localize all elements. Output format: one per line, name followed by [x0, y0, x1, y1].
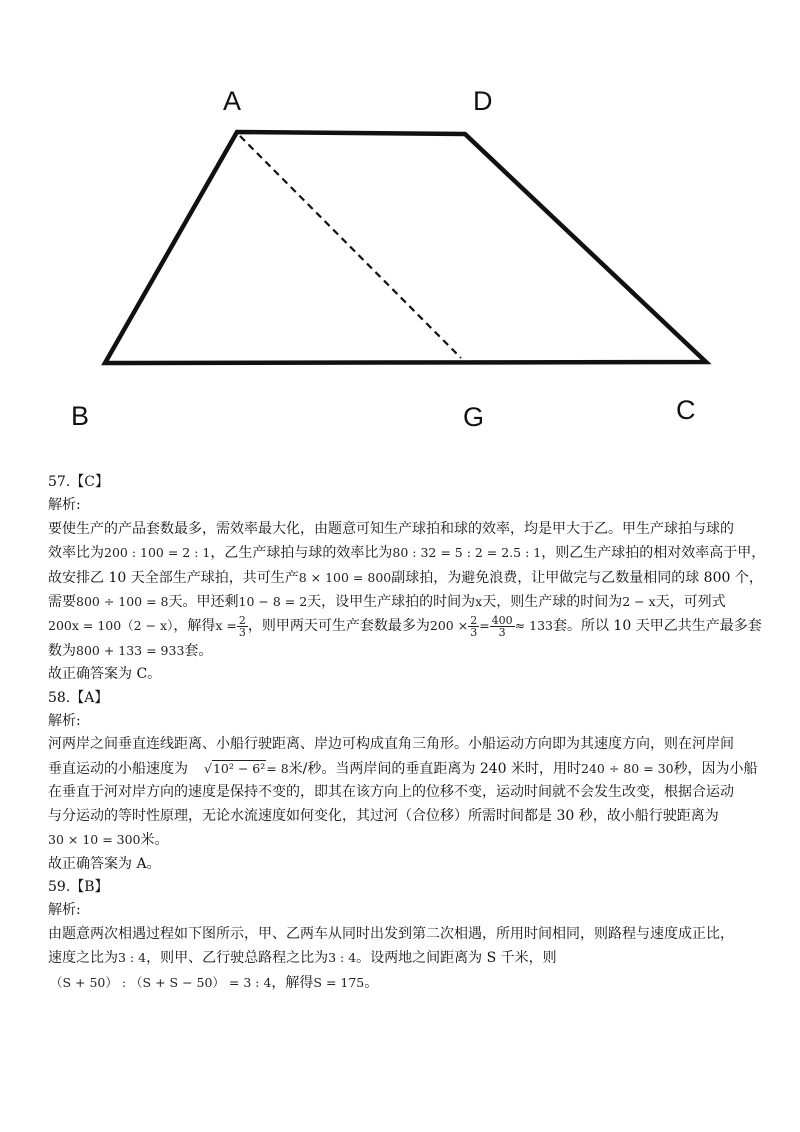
q57-l4c: 天，设甲生产球拍的时间为 [307, 594, 476, 611]
q57-math-800: 8 × 100 = 800 [298, 569, 392, 585]
q58-math-time: 240 ÷ 80 = 30 [581, 760, 674, 776]
q57-l3b: 副球拍，为避免浪费，让甲做完与乙数量相同的球 800 个， [391, 569, 763, 586]
q59-line-1: 由题意两次相遇过程如下图所示，甲、乙两车从同时出发到第二次相遇，所用时间相同，则路程与速度成正比， [48, 925, 734, 942]
q57-math-x: x [475, 594, 483, 610]
q57-header: 57.【C】 [48, 474, 109, 490]
q57-math-ratio-yi: 80 : 32 = 5 : 2 = 2.5 : 1 [392, 545, 542, 561]
q57-math-eq: = [479, 618, 490, 634]
q57-line-1: 要使生产的产品套数最多，需效率最大化，由题意可知生产球拍和球的效率，均是甲大于乙。甲生产球拍与球的 [48, 520, 734, 537]
q57-line-6 [48, 639, 768, 663]
dashed-segment-ag [240, 136, 461, 358]
vertex-label-a: A [223, 86, 242, 116]
q59-math-speed-ratio: 3 : 4 [118, 950, 147, 966]
frac-denominator: 3 [238, 625, 246, 639]
q59-l2c: 。设两地之间距离为 S 千米，则 [356, 950, 557, 967]
q57-math-days: 800 ÷ 100 = 8 [76, 594, 169, 610]
sqrt-radicand: 10² − 6² [212, 760, 266, 776]
q57-math-equation: 200x = 100（2 − x） [48, 618, 174, 634]
q57-math-ratio-jia: 200 : 100 = 2 : 1 [104, 545, 211, 561]
q57-l2c: ，则乙生产球拍的相对效率高于甲， [541, 545, 766, 562]
q58-header: 58.【A】 [48, 689, 109, 706]
q57-l2a: 效率比为 [48, 545, 104, 562]
frac-numerator: 2 [470, 613, 478, 627]
q57-l4a: 需要 [48, 594, 76, 611]
q59-l2a: 速度之比为 [48, 950, 118, 967]
q57-l3a: 故安排乙 10 天全部生产球拍，共可生产 [48, 569, 299, 586]
q58-line-5 [48, 828, 768, 852]
q57-line-3 [48, 566, 768, 590]
frac-denominator: 3 [498, 625, 506, 639]
q57-l4b: 天。甲还剩 [168, 594, 239, 611]
q58-l2c: 秒，因为小船 [673, 760, 758, 777]
q58-answer: 故正确答案为 A。 [48, 855, 161, 872]
vertex-label-g: G [463, 402, 485, 432]
q57-math-remaining: 10 − 8 = 2 [238, 594, 308, 610]
q57-frac-400-3 [490, 615, 515, 638]
q57-line-2 [48, 541, 768, 565]
vertex-label-c: C [676, 395, 696, 425]
q59-math-equation: （S + 50） : （S + S − 50） = 3 : 4 [50, 974, 272, 990]
q59-l3a: ，解得 [271, 974, 314, 991]
frac-numerator: 2 [238, 613, 246, 627]
q57-math-933: 800 + 133 = 933 [76, 642, 185, 658]
q57-math-200x: 200 × [429, 618, 469, 634]
q57-line-4 [48, 590, 768, 614]
q58-jiexi-label: 解析: [48, 713, 81, 730]
trapezoid-figure [0, 0, 800, 460]
q57-l4d: 天，则生产球的时间为 [482, 594, 623, 611]
q57-l5c: 套。所以 10 天甲乙共生产最多套 [552, 618, 762, 635]
vertex-label-d: D [473, 86, 493, 116]
q57-jiexi-label: 解析: [48, 497, 81, 514]
q57-l2b: ，乙生产球拍与球的效率比为 [210, 545, 393, 562]
q58-l5a: 米。 [140, 832, 169, 849]
q57-l4e: 天，可列式 [655, 594, 726, 611]
q57-math-2-minus-x: 2 − x [622, 594, 656, 610]
solutions-text [48, 471, 768, 995]
vertex-label-b: B [71, 401, 90, 431]
q57-line-5 [48, 614, 768, 638]
trapezoid-abcd [105, 132, 706, 363]
q58-line-1: 河两岸之间垂直连线距离、小船行驶距离、岸边可构成直角三角形。小船运动方向即为其速度方向，则在河岸间 [48, 736, 734, 753]
q59-line-3 [48, 971, 768, 995]
q59-math-solution: S = 175 [313, 974, 365, 990]
q59-header: 59.【B】 [48, 878, 109, 895]
q58-line-2 [48, 757, 768, 781]
q58-line-3: 在垂直于河对岸方向的速度是保持不变的，即其在该方向上的位移不变，运动时间就不会发生改变，根据合运动 [48, 784, 734, 801]
q57-answer: 故正确答案为 C。 [48, 666, 162, 683]
q57-l5a: ，解得 [173, 618, 216, 635]
q57-l6a: 数为 [48, 642, 76, 659]
q58-line-4: 与分运动的等时性原理，无论水流速度如何变化，其过河（合位移）所需时间都是 30 秒，故小船行驶距离为 [48, 807, 719, 824]
q59-jiexi-label: 解析: [48, 902, 81, 919]
q58-math-distance: 30 × 10 = 300 [48, 832, 141, 848]
q58-l2a: 垂直运动的小船速度为 [48, 760, 188, 777]
q57-math-x-eq: x = [215, 618, 237, 634]
q59-l2b: ，则甲、乙行驶总路程之比为 [146, 950, 329, 967]
frac-denominator: 3 [470, 625, 478, 639]
q59-l3b: 。 [364, 974, 379, 991]
q57-l5b: ，则甲两天可生产套数最多为 [247, 618, 430, 635]
q57-math-approx: ≈ 133 [514, 618, 553, 634]
q57-frac-2-3 [237, 615, 248, 638]
q59-math-distance-ratio: 3 : 4 [328, 950, 357, 966]
q57-l6b: 套。 [184, 642, 213, 659]
q58-math-eq-8: = 8 [266, 760, 289, 776]
q58-math-sqrt: √10² − 6² [204, 760, 266, 776]
frac-numerator: 400 [491, 613, 513, 627]
q58-l2b: 米/秒。当两岸间的垂直距离为 240 米时，用时 [288, 760, 582, 777]
q59-line-2 [48, 946, 768, 970]
q57-frac-2-3-b [468, 615, 479, 638]
